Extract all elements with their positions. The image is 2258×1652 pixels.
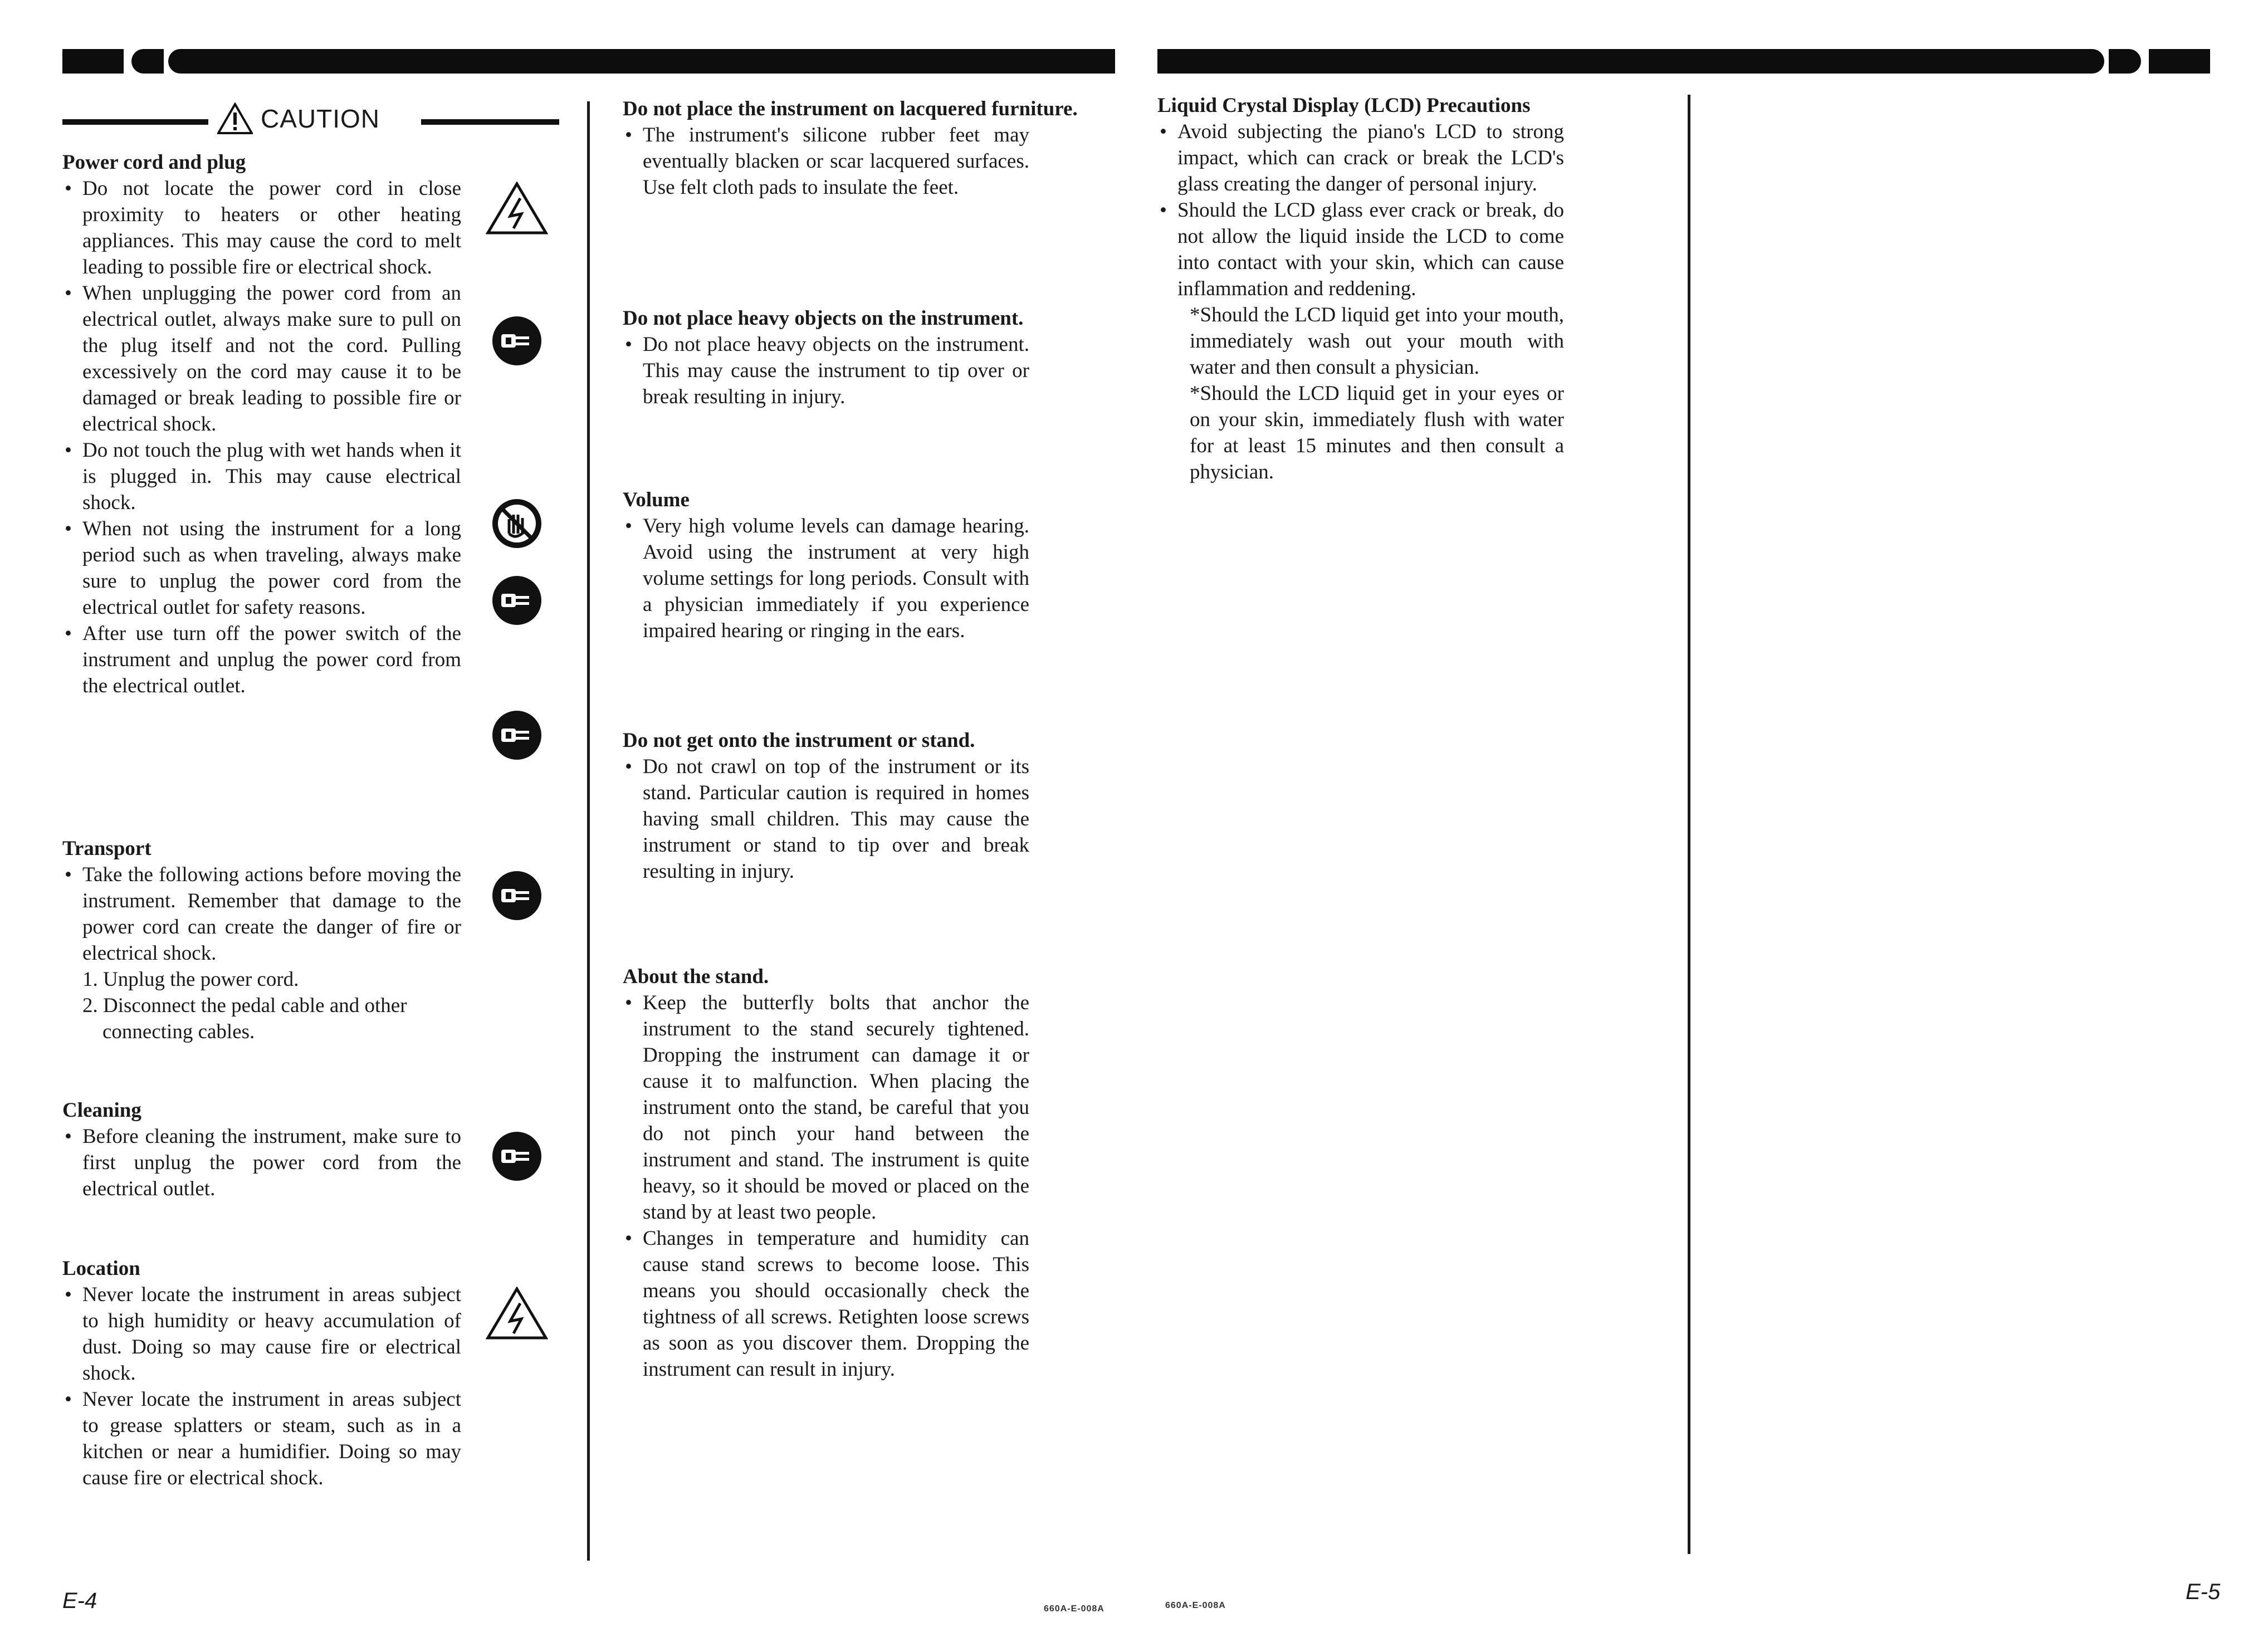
heavy-objects-section bbox=[623, 305, 1102, 410]
about-stand-section bbox=[623, 964, 1029, 1382]
cleaning-heading: Cleaning bbox=[62, 1099, 141, 1122]
caution-title: CAUTION bbox=[261, 104, 380, 133]
transport-section bbox=[62, 835, 461, 1045]
lacquer-section bbox=[623, 96, 1118, 201]
location-heading: Location bbox=[62, 1257, 140, 1280]
caution-triangle-icon bbox=[217, 102, 253, 135]
list-item: • Never locate the instrument in areas subject to grease splatters or steam, such as in a kitchen or near a humidifier. Doing so may cause fire or electrical shock. bbox=[62, 1386, 461, 1491]
lacquer-heading: Do not place the instrument on lacquered furniture. bbox=[623, 97, 1078, 120]
caution-rule-left bbox=[62, 119, 208, 125]
list-item: • Take the following actions before moving the instrument. Remember that damage to the power cord can create the danger of fire or electrical shock. bbox=[62, 862, 461, 966]
list-item: • Should the LCD glass ever crack or break, do not allow the liquid inside the LCD to come into contact with your skin, which can cause inflammation and reddening. bbox=[1157, 197, 1564, 302]
list-item: • When not using the instrument for a long period such as when traveling, always make sure to unplug the power cord from the electrical outlet for safety reasons. bbox=[62, 516, 461, 620]
list-item: • Before cleaning the instrument, make sure to first unplug the power cord from the electrical outlet. bbox=[62, 1123, 461, 1202]
heavy-objects-heading: Do not place heavy objects on the instrument. bbox=[623, 307, 1024, 330]
caution-rule-right bbox=[421, 119, 559, 125]
electric-shock-warning-icon bbox=[486, 1287, 548, 1340]
about-stand-heading: About the stand. bbox=[623, 965, 769, 988]
transport-heading: Transport bbox=[62, 837, 151, 860]
list-item: • Avoid subjecting the piano's LCD to strong impact, which can crack or break the LCD's glass creating the danger of personal injury. bbox=[1157, 119, 1564, 197]
list-item: • Never locate the instrument in areas subject to high humidity or heavy accumulation of dust. Doing so may cause fire or electrical shock. bbox=[62, 1282, 461, 1386]
document-code-left: 660A-E-008A bbox=[1044, 1604, 1104, 1614]
column-divider-right bbox=[1688, 95, 1690, 1554]
stand-climb-section bbox=[623, 727, 1029, 884]
list-item: • Do not touch the plug with wet hands when it is plugged in. This may cause electrical shock. bbox=[62, 437, 461, 516]
list-item: • Very high volume levels can damage hearing. Avoid using the instrument at very high volume settings for long periods. Consult with a physician immediately if you experience impaired hearing or ringing in the ears. bbox=[623, 513, 1029, 644]
list-item: • The instrument's silicone rubber feet may eventually blacken or scar lacquered surfaces. Use felt cloth pads to insulate the feet. bbox=[623, 122, 1029, 201]
transport-step: 2. Disconnect the pedal cable and other connecting cables. bbox=[82, 994, 407, 1043]
list-item: • After use turn off the power switch of the instrument and unplug the power cord from the electrical outlet. bbox=[62, 620, 461, 699]
power-cord-section bbox=[62, 149, 461, 699]
list-item: • When unplugging the power cord from an electrical outlet, always make sure to pull on the plug itself and not the cord. Pulling excessively on the cord may cause it to be damaged or break leading to possible fire or electrical shock. bbox=[62, 280, 461, 437]
page-number-left: E-4 bbox=[62, 1589, 97, 1613]
unplug-icon bbox=[490, 1130, 544, 1183]
page-number-right: E-5 bbox=[2186, 1580, 2221, 1604]
list-item: • Changes in temperature and humidity can cause stand screws to become loose. This means you should occasionally check the tightness of all screws. Retighten loose screws as soon as you discover them. Dropping the instrument can result in injury. bbox=[623, 1225, 1029, 1382]
volume-section bbox=[623, 487, 1029, 644]
transport-step: 1. Unplug the power cord. bbox=[82, 968, 299, 991]
cleaning-section bbox=[62, 1097, 461, 1202]
electric-shock-warning-icon bbox=[486, 182, 548, 235]
power-cord-heading: Power cord and plug bbox=[62, 151, 246, 174]
unplug-icon bbox=[490, 708, 544, 762]
list-item: • Keep the butterfly bolts that anchor the instrument to the stand securely tightened. Dropping the instrument can damage it or cause it to malfunction. When placing the instrument onto the stand, be careful that you do not pinch your hand between the instrument and stand. The instrument is quite heavy, so it should be moved or placed on the stand by at least two people. bbox=[623, 990, 1029, 1225]
unplug-icon bbox=[490, 314, 544, 368]
list-item: • Do not crawl on top of the instrument or its stand. Particular caution is required in homes having small children. This may cause the instrument or stand to tip over and break resulting in injury. bbox=[623, 754, 1029, 884]
list-item: • Do not place heavy objects on the instrument. This may cause the instrument to tip over or break resulting in injury. bbox=[623, 331, 1029, 410]
location-section bbox=[62, 1255, 461, 1491]
no-wet-hands-icon bbox=[490, 497, 544, 550]
caution-heading bbox=[217, 102, 380, 135]
stand-climb-heading: Do not get onto the instrument or stand. bbox=[623, 729, 975, 752]
unplug-icon bbox=[490, 869, 544, 922]
list-item: • Do not locate the power cord in close proximity to heaters or other heating appliances. This may cause the cord to melt leading to possible fire or electrical shock. bbox=[62, 175, 461, 280]
document-code-right: 660A-E-008A bbox=[1165, 1601, 1226, 1610]
list-item: *Should the LCD liquid get into your mouth, immediately wash out your mouth with water and then consult a physician. bbox=[1190, 304, 1564, 379]
column-divider-left bbox=[587, 101, 590, 1561]
unplug-icon bbox=[490, 574, 544, 627]
list-item: *Should the LCD liquid get in your eyes or on your skin, immediately flush with water for at least 15 minutes and then consult a physician. bbox=[1190, 382, 1564, 483]
lcd-heading: Liquid Crystal Display (LCD) Precautions bbox=[1157, 94, 1531, 117]
volume-heading: Volume bbox=[623, 488, 690, 511]
lcd-section bbox=[1157, 92, 1564, 485]
